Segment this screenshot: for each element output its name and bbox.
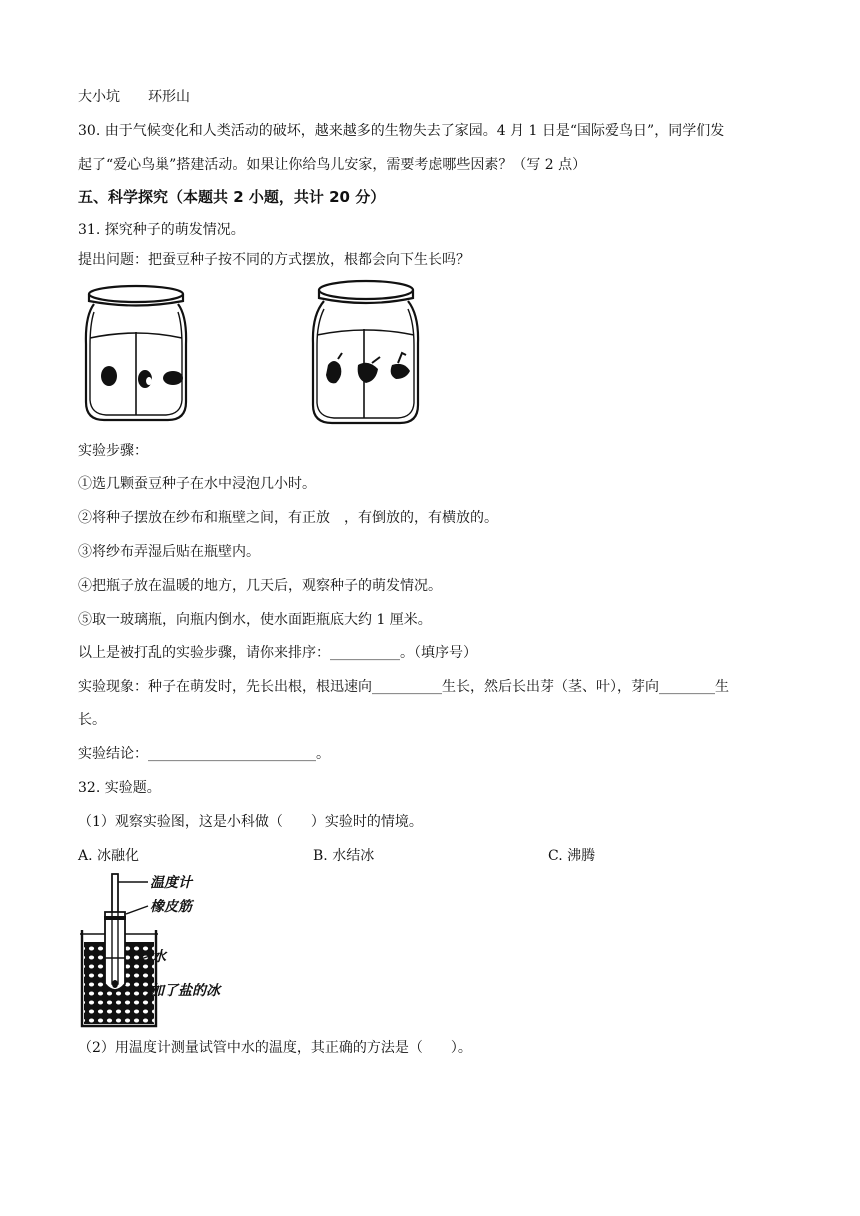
- order-question: 以上是被打乱的实验步骤，请你来排序：__________。（填序号）: [78, 645, 477, 661]
- seed-jar-right-figure: [306, 279, 424, 429]
- step-4: ④把瓶子放在温暖的地方，几天后，观察种子的萌发情况。: [78, 578, 442, 594]
- phenomenon-line: 实验现象：种子在萌发时，先长出根，根迅速向__________生长，然后长出芽（茎、叶），芽向________生: [78, 679, 729, 695]
- q30-line1: 30. 由于气候变化和人类活动的破坏，越来越多的生物失去了家园。4 月 1 日是“国际爱鸟日”，同学们发: [78, 123, 725, 139]
- step-5: ⑤取一玻璃瓶，向瓶内倒水，使水面距瓶底大约 1 厘米。: [78, 612, 432, 628]
- phenomenon-continuation: 长。: [78, 712, 106, 728]
- label-salted-ice: 加了盐的冰: [150, 983, 220, 999]
- step-2: ②将种子摆放在纱布和瓶壁之间，有正放 ，有倒放的，有横放的。: [78, 510, 498, 526]
- section-5-heading: 五、科学探究（本题共 2 小题，共计 20 分）: [78, 188, 386, 206]
- option-b: B. 水结冰: [313, 848, 375, 864]
- label-water: 水: [152, 949, 166, 965]
- answer-ring-mountain: 环形山: [148, 89, 190, 105]
- q31-question: 提出问题：把蚕豆种子按不同的方式摆放，根都会向下生长吗？: [78, 252, 470, 268]
- conclusion-line: 实验结论：________________________。: [78, 746, 330, 762]
- answer-craters: 大小坑: [78, 89, 120, 105]
- q32-stem: 32. 实验题。: [78, 780, 161, 796]
- step-3: ③将纱布弄湿后贴在瓶壁内。: [78, 544, 260, 560]
- q32-sub2: （2）用温度计测量试管中水的温度，其正确的方法是（ ）。: [78, 1040, 472, 1056]
- q32-sub1: （1）观察实验图，这是小科做（ ）实验时的情境。: [78, 814, 423, 830]
- option-a: A. 冰融化: [78, 848, 140, 864]
- option-c: C. 沸腾: [548, 848, 596, 864]
- step-1: ①选几颗蚕豆种子在水中浸泡几小时。: [78, 476, 316, 492]
- label-rubber-band: 橡皮筋: [150, 899, 192, 915]
- previous-answer-line: [78, 87, 190, 107]
- seed-jar-left-figure: [80, 284, 192, 426]
- steps-title: 实验步骤：: [78, 443, 148, 459]
- thermometer-experiment-figure: [78, 872, 248, 1030]
- label-thermometer: 温度计: [150, 875, 192, 891]
- q30-line2: 起了“爱心鸟巢”搭建活动。如果让你给鸟儿安家，需要考虑哪些因素？（写 2 点）: [78, 157, 587, 173]
- q31-stem: 31. 探究种子的萌发情况。: [78, 222, 245, 238]
